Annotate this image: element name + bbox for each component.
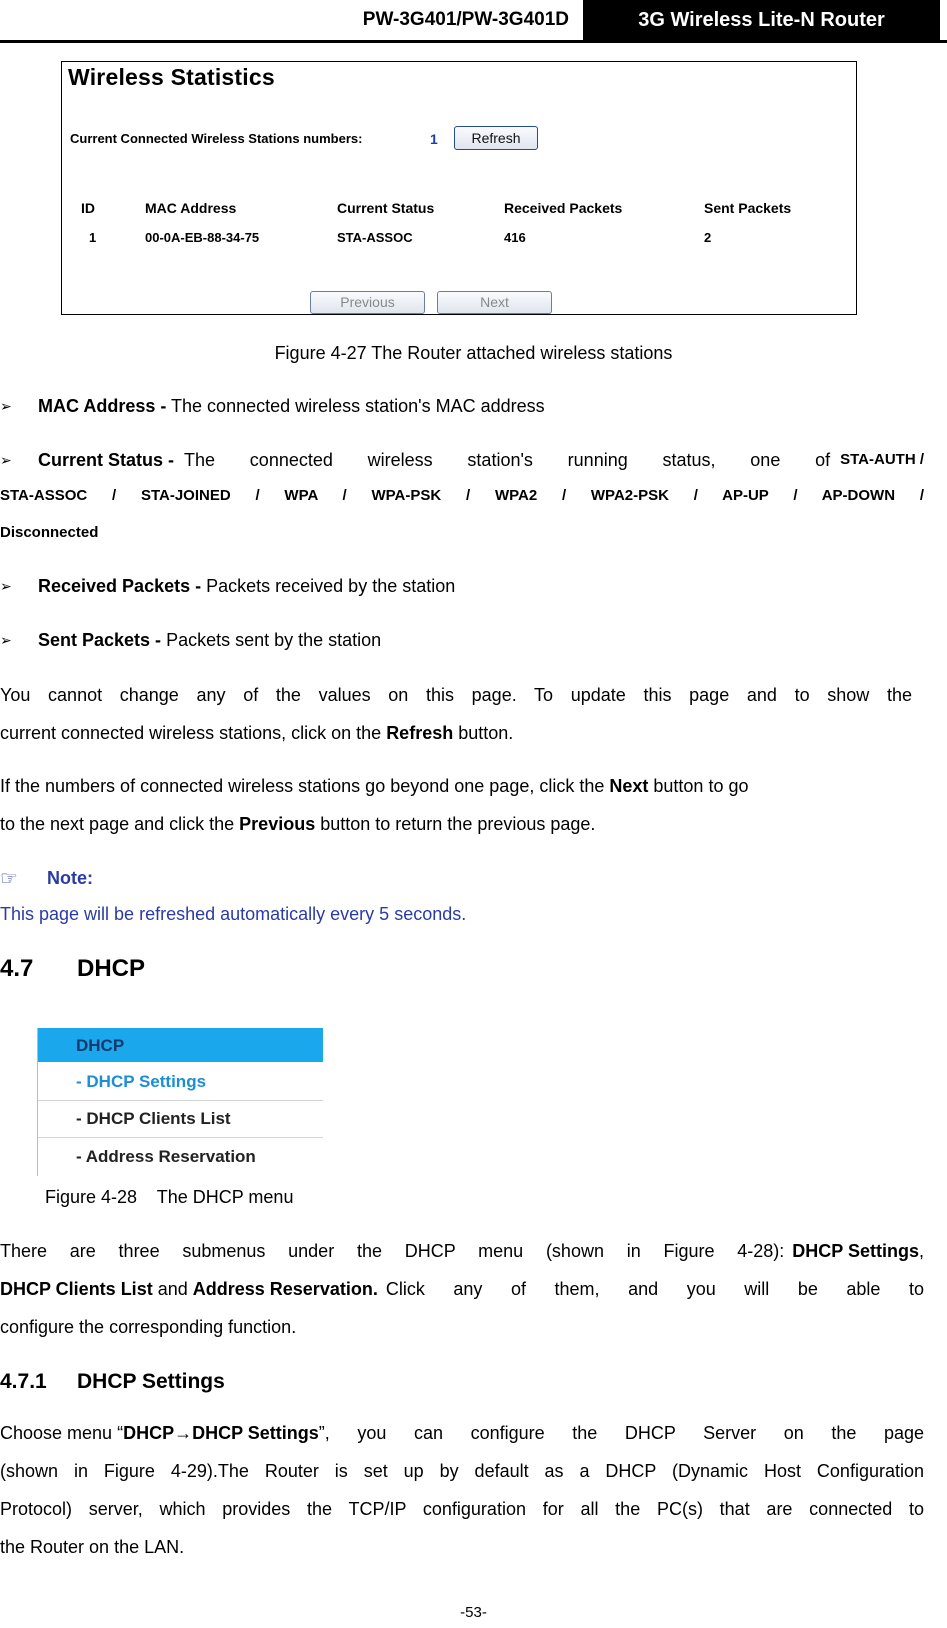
bullet-sent-text: Packets sent by the station <box>161 630 382 650</box>
note-text: This page will be refreshed automatically every 5 seconds. <box>0 904 467 924</box>
bullet-mac-term: MAC Address - <box>38 396 167 416</box>
stations-count-label: Current Connected Wireless Stations numbers: <box>70 131 363 146</box>
bullet-arrow-icon: ➢ <box>0 452 12 468</box>
table-cell-mac: 00-0A-EB-88-34-75 <box>145 230 260 245</box>
section-471-title: DHCP Settings <box>77 1370 225 1393</box>
bullet-sent <box>38 631 381 649</box>
page-number: -53- <box>460 1604 487 1621</box>
para1-line2 <box>0 724 513 742</box>
bullet-status-values-3: Disconnected <box>0 524 99 541</box>
bullet-arrow-icon: ➢ <box>0 578 12 594</box>
para2-line2 <box>0 815 595 833</box>
bullet-received <box>38 577 455 595</box>
col-header-received: Received Packets <box>504 200 623 216</box>
menu-divider <box>38 1137 323 1138</box>
menu-item-address-reservation[interactable]: - Address Reservation <box>76 1147 256 1166</box>
para3-address-reservation-term: Address Reservation. <box>192 1279 378 1299</box>
bullet-status-term: Current Status - <box>38 450 175 470</box>
para4-line4: the Router on the LAN. <box>0 1537 185 1557</box>
para3-dhcp-settings-term: DHCP Settings <box>792 1241 919 1261</box>
figure-28-caption: Figure 4-28 The DHCP menu <box>45 1187 294 1207</box>
table-cell-received: 416 <box>504 230 526 245</box>
dhcp-menu-head[interactable]: DHCP <box>38 1028 323 1062</box>
bullet-status-values-1: STA-AUTH / <box>840 451 924 468</box>
menu-item-dhcp-clients-list[interactable]: - DHCP Clients List <box>76 1109 231 1128</box>
para3-line3: configure the corresponding function. <box>0 1317 297 1337</box>
para3-line2 <box>0 1280 924 1298</box>
bullet-received-text: Packets received by the station <box>201 576 456 596</box>
para3-clients-list-term: DHCP Clients List <box>0 1279 153 1299</box>
para3-comma: , <box>918 1241 924 1261</box>
para1-text-end: button. <box>453 723 514 743</box>
para2-line1 <box>0 777 748 795</box>
para4-text: Choose menu “ <box>0 1423 124 1443</box>
figure-27-caption: Figure 4-27 The Router attached wireless stations <box>274 343 673 363</box>
para2-text-end: button to go <box>648 776 749 796</box>
para1-refresh-term: Refresh <box>386 723 454 743</box>
para4-line1 <box>0 1424 924 1442</box>
para2-text: If the numbers of connected wireless stations go beyond one page, click the <box>0 776 610 796</box>
bullet-arrow-icon: ➢ <box>0 632 12 648</box>
section-47-title: DHCP <box>77 955 146 982</box>
bullet-mac-text: The connected wireless station's MAC address <box>166 396 545 416</box>
bullet-mac <box>38 397 545 415</box>
para3-text-2: Click any of them, and you will be able to <box>385 1279 924 1299</box>
para3-line1 <box>0 1242 924 1260</box>
stations-count-value: 1 <box>430 131 438 147</box>
bullet-status <box>38 451 924 469</box>
bullet-status-text: The connected wireless station's running status, one of <box>184 450 831 470</box>
section-471-number: 4.7.1 <box>0 1370 47 1393</box>
col-header-mac: MAC Address <box>145 200 237 216</box>
bullet-status-values-2: STA-ASSOC / STA-JOINED / WPA / WPA-PSK / WPA2 / WPA2-PSK / AP-UP / AP-DOWN / <box>0 487 924 504</box>
table-cell-status: STA-ASSOC <box>337 230 413 245</box>
para1-text: current connected wireless stations, click on the <box>0 723 387 743</box>
para1-line1: You cannot change any of the values on this page. To update this page and to show the <box>0 685 912 705</box>
section-47-number: 4.7 <box>0 955 34 982</box>
wireless-statistics-screenshot <box>61 61 857 315</box>
para2-next-term: Next <box>609 776 649 796</box>
para4-line3: Protocol) server, which provides the TCP/IP configuration for all the PC(s) that are connected to <box>0 1499 924 1519</box>
previous-button[interactable]: Previous <box>310 291 425 314</box>
next-button[interactable]: Next <box>437 291 552 314</box>
note-label: Note: <box>47 868 93 888</box>
header-model: PW-3G401/PW-3G401D <box>362 9 569 30</box>
col-header-sent: Sent Packets <box>704 200 792 216</box>
bullet-received-term: Received Packets - <box>38 576 202 596</box>
wireless-statistics-title: Wireless Statistics <box>68 64 275 90</box>
para4-menu-path: DHCP→DHCP Settings <box>123 1423 319 1443</box>
para3-and: and <box>152 1279 193 1299</box>
table-cell-sent: 2 <box>704 230 712 245</box>
para2-text-2-end: button to return the previous page. <box>315 814 596 834</box>
col-header-status: Current Status <box>337 200 435 216</box>
para2-text-2: to the next page and click the <box>0 814 240 834</box>
header-rule <box>0 40 947 43</box>
dhcp-menu-screenshot <box>37 1028 323 1176</box>
header-product-tab: 3G Wireless Lite-N Router <box>583 0 940 42</box>
note-hand-icon: ☞ <box>0 868 18 890</box>
bullet-arrow-icon: ➢ <box>0 398 12 414</box>
menu-item-dhcp-settings[interactable]: - DHCP Settings <box>76 1072 207 1091</box>
col-header-id: ID <box>81 200 95 216</box>
bullet-sent-term: Sent Packets - <box>38 630 162 650</box>
para4-text-2: ”, you can configure the DHCP Server on the page <box>318 1423 924 1443</box>
table-cell-id: 1 <box>89 230 97 245</box>
para2-previous-term: Previous <box>239 814 316 834</box>
para4-line2: (shown in Figure 4-29).The Router is set up by default as a DHCP (Dynamic Host Configuration <box>0 1461 924 1481</box>
refresh-button[interactable]: Refresh <box>454 126 538 150</box>
para3-text: There are three submenus under the DHCP menu (shown in Figure 4-28): <box>0 1241 785 1261</box>
